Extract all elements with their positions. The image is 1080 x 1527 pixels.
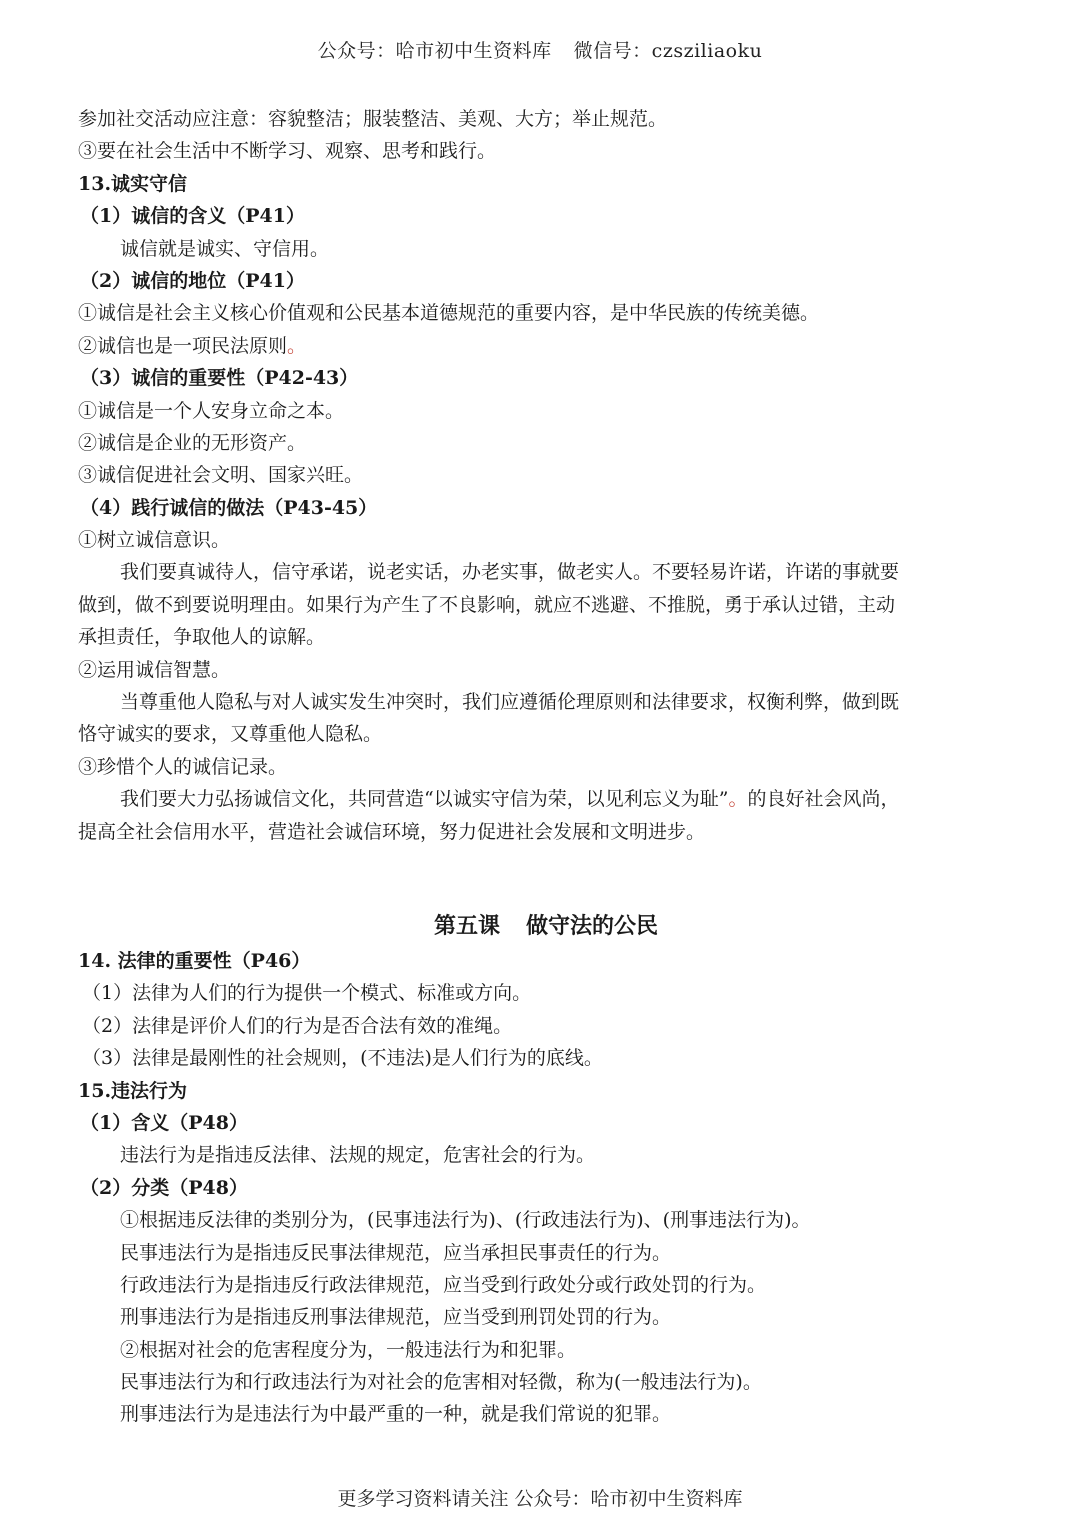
text-line: 当尊重他人隐私与对人诚实发生冲突时，我们应遵循伦理原则和法律要求，权衡利弊，做到既 [120, 691, 900, 714]
text-line: 行政违法行为是指违反行政法律规范，应当受到行政处分或行政处罚的行为。 [120, 1273, 767, 1296]
subsection-heading: （2）诚信的地位（P41） [80, 269, 305, 292]
text-line: 诚信就是诚实、守信用。 [120, 237, 330, 260]
header-account: 公众号：哈市初中生资料库 [317, 40, 552, 62]
subsection-heading: （4）践行诚信的做法（P43-45） [80, 496, 378, 519]
page-header [0, 36, 1080, 63]
text-line: 恪守诚实的要求，又尊重他人隐私。 [78, 723, 383, 746]
text-line: 民事违法行为和行政违法行为对社会的危害相对轻微，称为(一般违法行为)。 [120, 1371, 762, 1394]
text-line: ①根据违反法律的类别分为，(民事违法行为)、(行政违法行为)、(刑事违法行为)。 [120, 1209, 811, 1232]
text-line: ③诚信促进社会文明、国家兴旺。 [78, 464, 364, 487]
section-heading: 13.诚实守信 [78, 172, 188, 195]
text-line: （3）法律是最刚性的社会规则，(不违法)是人们行为的底线。 [82, 1047, 603, 1070]
text-line: ②诚信是企业的无形资产。 [78, 431, 307, 454]
subsection-heading: （1）诚信的含义（P41） [80, 205, 305, 228]
text-line: 刑事违法行为是违法行为中最严重的一种，就是我们常说的犯罪。 [120, 1403, 672, 1426]
subsection-heading: （3）诚信的重要性（P42-43） [80, 367, 359, 390]
text-line: （1）法律为人们的行为提供一个模式、标准或方向。 [82, 982, 532, 1005]
text-line: ③珍惜个人的诚信记录。 [78, 755, 288, 778]
text-line: 违法行为是指违反法律、法规的规定，危害社会的行为。 [120, 1144, 596, 1167]
text-line: 参加社交活动应注意：容貌整洁；服装整洁、美观、大方；举止规范。 [78, 108, 668, 130]
section-heading: 14. 法律的重要性（P46） [78, 949, 311, 972]
text-line: ③要在社会生活中不断学习、观察、思考和践行。 [78, 140, 497, 163]
text-line [78, 330, 1018, 362]
lesson-name: 做守法的公民 [526, 912, 659, 939]
document-body [78, 103, 1018, 1431]
text-line: （2）法律是评价人们的行为是否合法有效的准绳。 [82, 1014, 513, 1037]
text-line: ①诚信是一个人安身立命之本。 [78, 399, 345, 422]
lesson-title [78, 909, 1018, 943]
text-line: 我们要真诚待人，信守承诺，说老实话，办老实事，做老实人。不要轻易许诺，许诺的事就要 [120, 561, 900, 584]
text-line: 做到，做不到要说明理由。如果行为产生了不良影响，就应不逃避、不推脱，勇于承认过错，主动 [78, 593, 896, 616]
lesson-number: 第五课 [433, 912, 500, 939]
text-line: ①诚信是社会主义核心价值观和公民基本道德规范的重要内容，是中华民族的传统美德。 [78, 302, 820, 325]
text-line: ②运用诚信智慧。 [78, 658, 231, 681]
text-span: 我们要大力弘扬诚信文化，共同营造“以诚实守信为荣，以见利忘义为耻” [120, 788, 729, 811]
section-heading: 15.违法行为 [78, 1079, 188, 1102]
page-footer: 更多学习资料请关注 公众号：哈市初中生资料库 [337, 1488, 743, 1510]
text-line: 民事违法行为是指违反民事法律规范，应当承担民事责任的行为。 [120, 1241, 672, 1264]
text-line: 刑事违法行为是指违反刑事法律规范，应当受到刑罚处罚的行为。 [120, 1306, 672, 1329]
red-punctuation: 。 [287, 334, 307, 357]
red-punctuation: 。 [728, 788, 748, 811]
text-line: ②根据对社会的危害程度分为，一般违法行为和犯罪。 [120, 1338, 577, 1361]
text-line: ①树立诚信意识。 [78, 529, 231, 552]
text-span: 的良好社会风尚， [747, 788, 900, 811]
text-line: 提高全社会信用水平，营造社会诚信环境，努力促进社会发展和文明进步。 [78, 820, 706, 843]
subsection-heading: （1）含义（P48） [80, 1111, 248, 1134]
text-span: ②诚信也是一项民法原则 [78, 334, 288, 357]
subsection-heading: （2）分类（P48） [80, 1176, 248, 1199]
text-line [78, 783, 1018, 815]
header-wechat: 微信号：czsziliaoku [573, 40, 763, 62]
text-line: 承担责任，争取他人的谅解。 [78, 626, 326, 649]
